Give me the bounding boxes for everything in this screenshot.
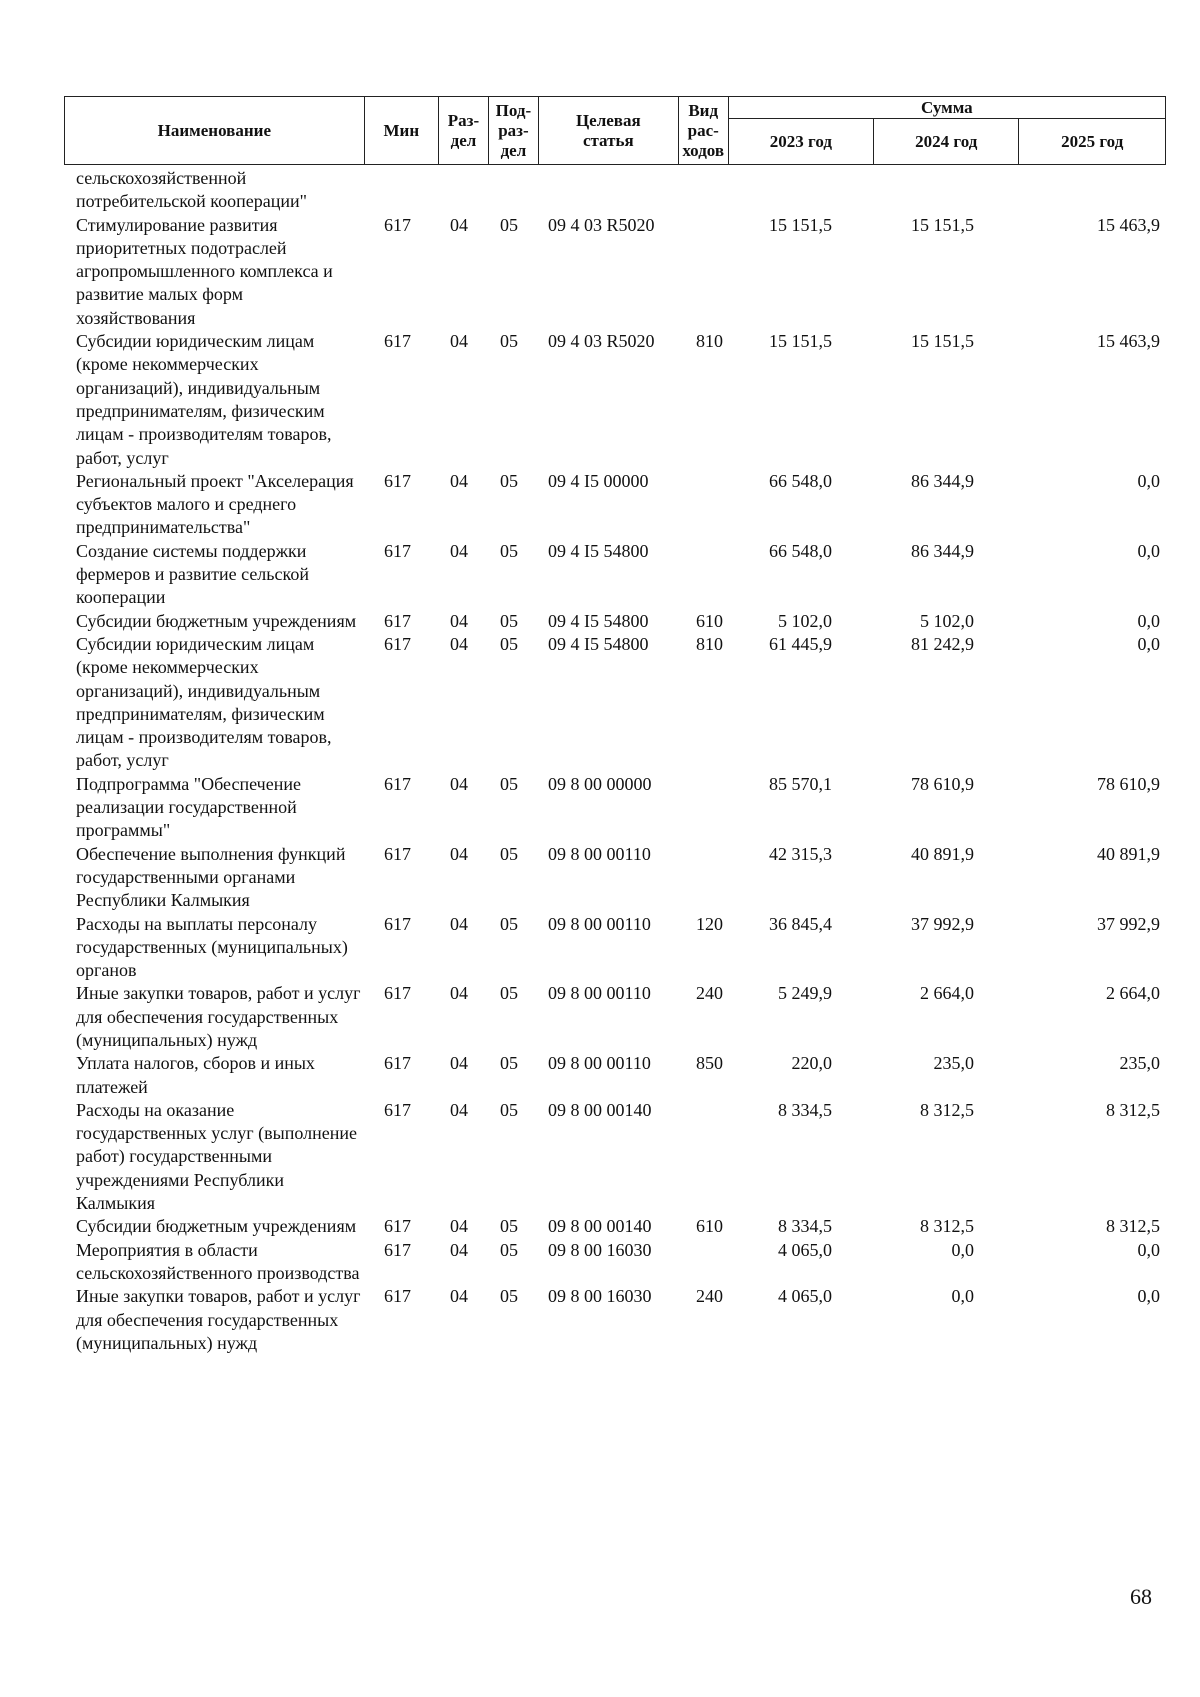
- row-podrazdel: 05: [500, 843, 518, 864]
- row-sum-2023: 8 334,5: [778, 1216, 832, 1237]
- row-name: Стимулирование развития приоритетных подотраслей агропромышленного комплекса и развитие малых форм хозяйствования: [76, 214, 333, 328]
- row-min: 617: [384, 843, 411, 864]
- row-sum-2023: 8 334,5: [778, 1099, 832, 1120]
- row-sum-2025: 37 992,9: [1097, 913, 1160, 934]
- row-razdel: 04: [450, 1239, 468, 1260]
- row-sum-2024: 78 610,9: [911, 773, 974, 794]
- row-sum-2024: 37 992,9: [911, 913, 974, 934]
- row-sum-2025: 2 664,0: [1106, 983, 1160, 1004]
- header-year-2024: 2024 год: [874, 119, 1019, 165]
- row-sum-2024: 15 151,5: [911, 214, 974, 235]
- row-name: Создание системы поддержки фермеров и развитие сельской кооперации: [76, 540, 309, 608]
- row-sum-2025: 0,0: [1137, 1239, 1160, 1260]
- row-razdel: 04: [450, 1286, 468, 1307]
- row-sum-2024: 0,0: [951, 1286, 974, 1307]
- row-sum-2023: 4 065,0: [778, 1239, 832, 1260]
- row-podrazdel: 05: [500, 540, 518, 561]
- row-min: 617: [384, 1099, 411, 1120]
- row-sum-2023: 36 845,4: [769, 913, 832, 934]
- row-sum-2023: 5 249,9: [778, 983, 832, 1004]
- row-tselevaya-statya: 09 4 I5 54800: [548, 540, 649, 561]
- row-vid-raskhodov: 810: [696, 331, 723, 352]
- table-row: [64, 982, 1166, 1052]
- header-year-2025: 2025 год: [1019, 119, 1166, 165]
- table-row: [64, 1215, 1166, 1238]
- row-razdel: 04: [450, 470, 468, 491]
- row-sum-2024: 86 344,9: [911, 540, 974, 561]
- row-razdel: 04: [450, 983, 468, 1004]
- row-min: 617: [384, 540, 411, 561]
- row-min: 617: [384, 331, 411, 352]
- header-year-2023: 2023 год: [728, 119, 873, 165]
- row-vid-raskhodov: 240: [696, 983, 723, 1004]
- table-row: [64, 610, 1166, 633]
- table-row: [64, 167, 1166, 214]
- row-tselevaya-statya: 09 8 00 16030: [548, 1239, 652, 1260]
- row-sum-2024: 8 312,5: [920, 1099, 974, 1120]
- row-name: Мероприятия в области сельскохозяйственного производства: [76, 1239, 360, 1283]
- row-vid-raskhodov: 810: [696, 633, 723, 654]
- row-sum-2023: 15 151,5: [769, 331, 832, 352]
- row-podrazdel: 05: [500, 773, 518, 794]
- row-tselevaya-statya: 09 4 I5 54800: [548, 610, 649, 631]
- row-min: 617: [384, 773, 411, 794]
- table-row: [64, 1052, 1166, 1099]
- row-podrazdel: 05: [500, 1286, 518, 1307]
- row-name: Субсидии юридическим лицам (кроме некоммерческих организаций), индивидуальным предпринимателям, физическим лицам - производителям товаров, работ, услуг: [76, 633, 332, 771]
- table-header: [64, 96, 1166, 165]
- row-min: 617: [384, 610, 411, 631]
- row-podrazdel: 05: [500, 1216, 518, 1237]
- row-tselevaya-statya: 09 8 00 00110: [548, 843, 651, 864]
- row-tselevaya-statya: 09 8 00 00110: [548, 913, 651, 934]
- row-min: 617: [384, 983, 411, 1004]
- row-razdel: 04: [450, 610, 468, 631]
- header-name: Наименование: [65, 97, 365, 165]
- row-podrazdel: 05: [500, 1053, 518, 1074]
- row-sum-2025: 0,0: [1137, 470, 1160, 491]
- row-min: 617: [384, 1216, 411, 1237]
- row-sum-2024: 0,0: [951, 1239, 974, 1260]
- row-tselevaya-statya: 09 8 00 00140: [548, 1099, 652, 1120]
- row-razdel: 04: [450, 773, 468, 794]
- row-podrazdel: 05: [500, 470, 518, 491]
- row-sum-2024: 86 344,9: [911, 470, 974, 491]
- row-name: Субсидии бюджетным учреждениям: [76, 610, 357, 631]
- row-podrazdel: 05: [500, 610, 518, 631]
- row-sum-2024: 8 312,5: [920, 1216, 974, 1237]
- row-tselevaya-statya: 09 4 I5 54800: [548, 633, 649, 654]
- row-vid-raskhodov: 120: [696, 913, 723, 934]
- row-tselevaya-statya: 09 8 00 16030: [548, 1286, 652, 1307]
- row-podrazdel: 05: [500, 1239, 518, 1260]
- row-min: 617: [384, 470, 411, 491]
- row-tselevaya-statya: 09 8 00 00110: [548, 983, 651, 1004]
- row-tselevaya-statya: 09 8 00 00110: [548, 1053, 651, 1074]
- row-sum-2024: 81 242,9: [911, 633, 974, 654]
- table-row: [64, 540, 1166, 610]
- row-name: Обеспечение выполнения функций государственными органами Республики Калмыкия: [76, 843, 346, 911]
- table-row: [64, 773, 1166, 843]
- row-sum-2023: 66 548,0: [769, 470, 832, 491]
- table-row: [64, 633, 1166, 773]
- row-podrazdel: 05: [500, 913, 518, 934]
- row-min: 617: [384, 1239, 411, 1260]
- row-razdel: 04: [450, 1216, 468, 1237]
- row-sum-2025: 0,0: [1137, 633, 1160, 654]
- table-body: [64, 167, 1166, 1355]
- row-sum-2025: 15 463,9: [1097, 331, 1160, 352]
- row-name: Иные закупки товаров, работ и услуг для обеспечения государственных (муниципальных) нужд: [76, 983, 361, 1050]
- row-sum-2025: 40 891,9: [1097, 843, 1160, 864]
- row-sum-2024: 235,0: [933, 1053, 974, 1074]
- page-number: 68: [1130, 1584, 1152, 1609]
- header-razdel: Раз- дел: [439, 97, 489, 165]
- row-tselevaya-statya: 09 4 03 R5020: [548, 214, 655, 235]
- row-name: Региональный проект "Акселерация субъектов малого и среднего предпринимательства": [76, 470, 354, 538]
- row-tselevaya-statya: 09 8 00 00140: [548, 1216, 652, 1237]
- row-podrazdel: 05: [500, 983, 518, 1004]
- row-podrazdel: 05: [500, 633, 518, 654]
- header-summa: Сумма: [728, 97, 1165, 119]
- row-name: Иные закупки товаров, работ и услуг для обеспечения государственных (муниципальных) нужд: [76, 1286, 361, 1353]
- row-razdel: 04: [450, 1099, 468, 1120]
- row-razdel: 04: [450, 913, 468, 934]
- row-vid-raskhodov: 850: [696, 1053, 723, 1074]
- row-razdel: 04: [450, 843, 468, 864]
- row-razdel: 04: [450, 331, 468, 352]
- row-sum-2024: 15 151,5: [911, 331, 974, 352]
- row-name: Субсидии юридическим лицам (кроме некоммерческих организаций), индивидуальным предпринимателям, физическим лицам - производителям товаров, работ, услуг: [76, 331, 332, 468]
- row-name: Уплата налогов, сборов и иных платежей: [76, 1053, 315, 1097]
- row-razdel: 04: [450, 1053, 468, 1074]
- row-sum-2025: 0,0: [1137, 610, 1160, 631]
- row-sum-2024: 40 891,9: [911, 843, 974, 864]
- header-min: Мин: [364, 97, 438, 165]
- table-row: [64, 1239, 1166, 1286]
- row-min: 617: [384, 1286, 411, 1307]
- table-row: [64, 214, 1166, 330]
- table-row: [64, 330, 1166, 470]
- row-name: Субсидии бюджетным учреждениям: [76, 1216, 357, 1237]
- row-podrazdel: 05: [500, 331, 518, 352]
- row-sum-2023: 42 315,3: [769, 843, 832, 864]
- table-row: [64, 913, 1166, 983]
- row-sum-2023: 61 445,9: [769, 633, 832, 654]
- row-tselevaya-statya: 09 8 00 00000: [548, 773, 652, 794]
- row-razdel: 04: [450, 540, 468, 561]
- table-row: [64, 843, 1166, 913]
- row-sum-2023: 85 570,1: [769, 773, 832, 794]
- row-vid-raskhodov: 610: [696, 610, 723, 631]
- row-sum-2023: 4 065,0: [778, 1286, 832, 1307]
- row-min: 617: [384, 633, 411, 654]
- row-name: сельскохозяйственной потребительской кооперации": [76, 168, 307, 212]
- row-sum-2025: 15 463,9: [1097, 214, 1160, 235]
- row-sum-2023: 5 102,0: [778, 610, 832, 631]
- row-min: 617: [384, 1053, 411, 1074]
- row-name: Расходы на выплаты персоналу государственных (муниципальных) органов: [76, 913, 348, 981]
- row-podrazdel: 05: [500, 1099, 518, 1120]
- row-sum-2023: 15 151,5: [769, 214, 832, 235]
- row-razdel: 04: [450, 633, 468, 654]
- row-vid-raskhodov: 240: [696, 1286, 723, 1307]
- row-sum-2025: 8 312,5: [1106, 1216, 1160, 1237]
- header-vid-raskhodov: Вид рас- ходов: [678, 97, 728, 165]
- row-tselevaya-statya: 09 4 I5 00000: [548, 470, 649, 491]
- row-sum-2024: 2 664,0: [920, 983, 974, 1004]
- row-sum-2024: 5 102,0: [920, 610, 974, 631]
- header-tselevaya-statya: Целевая статья: [538, 97, 678, 165]
- row-sum-2023: 66 548,0: [769, 540, 832, 561]
- row-sum-2025: 235,0: [1119, 1053, 1160, 1074]
- row-sum-2025: 0,0: [1137, 1286, 1160, 1307]
- row-sum-2025: 0,0: [1137, 540, 1160, 561]
- row-name: Расходы на оказание государственных услуг (выполнение работ) государственными учреждениями Республики Калмыкия: [76, 1099, 357, 1214]
- row-sum-2025: 78 610,9: [1097, 773, 1160, 794]
- table-row: [64, 1285, 1166, 1355]
- table-row: [64, 470, 1166, 540]
- table-row: [64, 1099, 1166, 1215]
- row-sum-2025: 8 312,5: [1106, 1099, 1160, 1120]
- row-min: 617: [384, 913, 411, 934]
- row-tselevaya-statya: 09 4 03 R5020: [548, 331, 655, 352]
- header-podrazdel: Под- раз- дел: [488, 97, 538, 165]
- row-name: Подпрограмма "Обеспечение реализации государственной программы": [76, 773, 301, 841]
- row-podrazdel: 05: [500, 214, 518, 235]
- row-razdel: 04: [450, 214, 468, 235]
- row-min: 617: [384, 214, 411, 235]
- row-sum-2023: 220,0: [791, 1053, 832, 1074]
- row-vid-raskhodov: 610: [696, 1216, 723, 1237]
